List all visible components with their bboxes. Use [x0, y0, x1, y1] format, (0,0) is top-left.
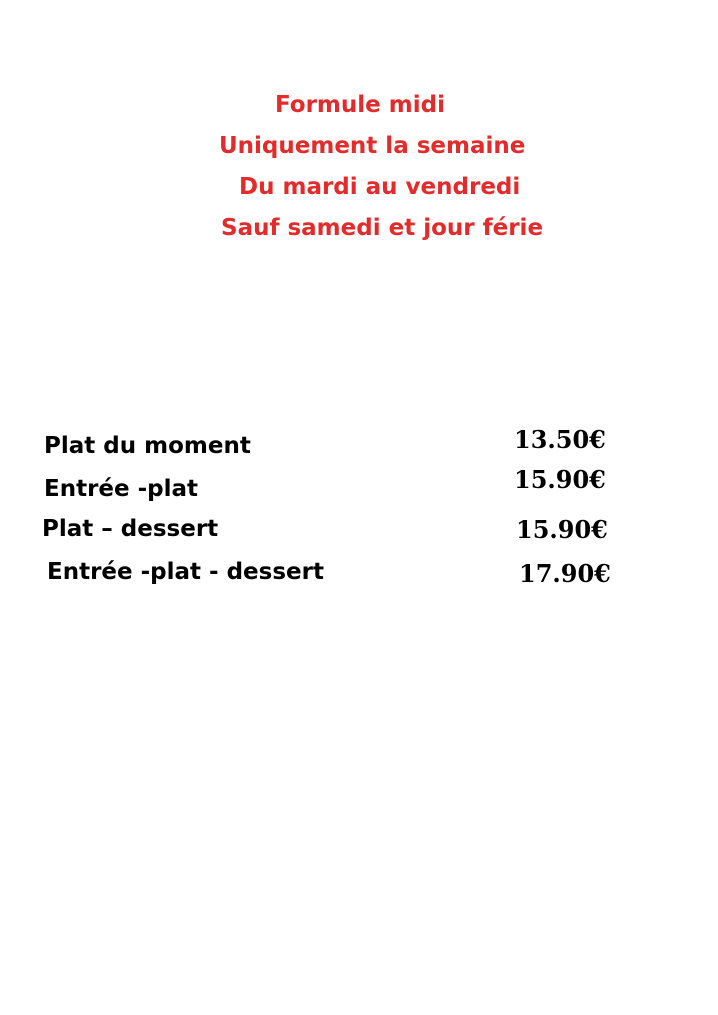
item-label: Entrée -plat — [44, 476, 199, 502]
item-label: Plat du moment — [44, 433, 251, 459]
header-title: Formule midi — [275, 92, 445, 118]
item-price: 15.90€ — [514, 465, 606, 494]
item-price: 13.50€ — [514, 425, 606, 454]
item-label: Entrée -plat - dessert — [47, 559, 324, 585]
item-price: 17.90€ — [519, 559, 611, 588]
header-line-days: Du mardi au vendredi — [239, 174, 521, 200]
header-line-weekdays: Uniquement la semaine — [219, 133, 526, 159]
item-label: Plat – dessert — [42, 516, 219, 542]
header-line-exceptions: Sauf samedi et jour férie — [221, 215, 544, 241]
item-price: 15.90€ — [516, 515, 608, 544]
